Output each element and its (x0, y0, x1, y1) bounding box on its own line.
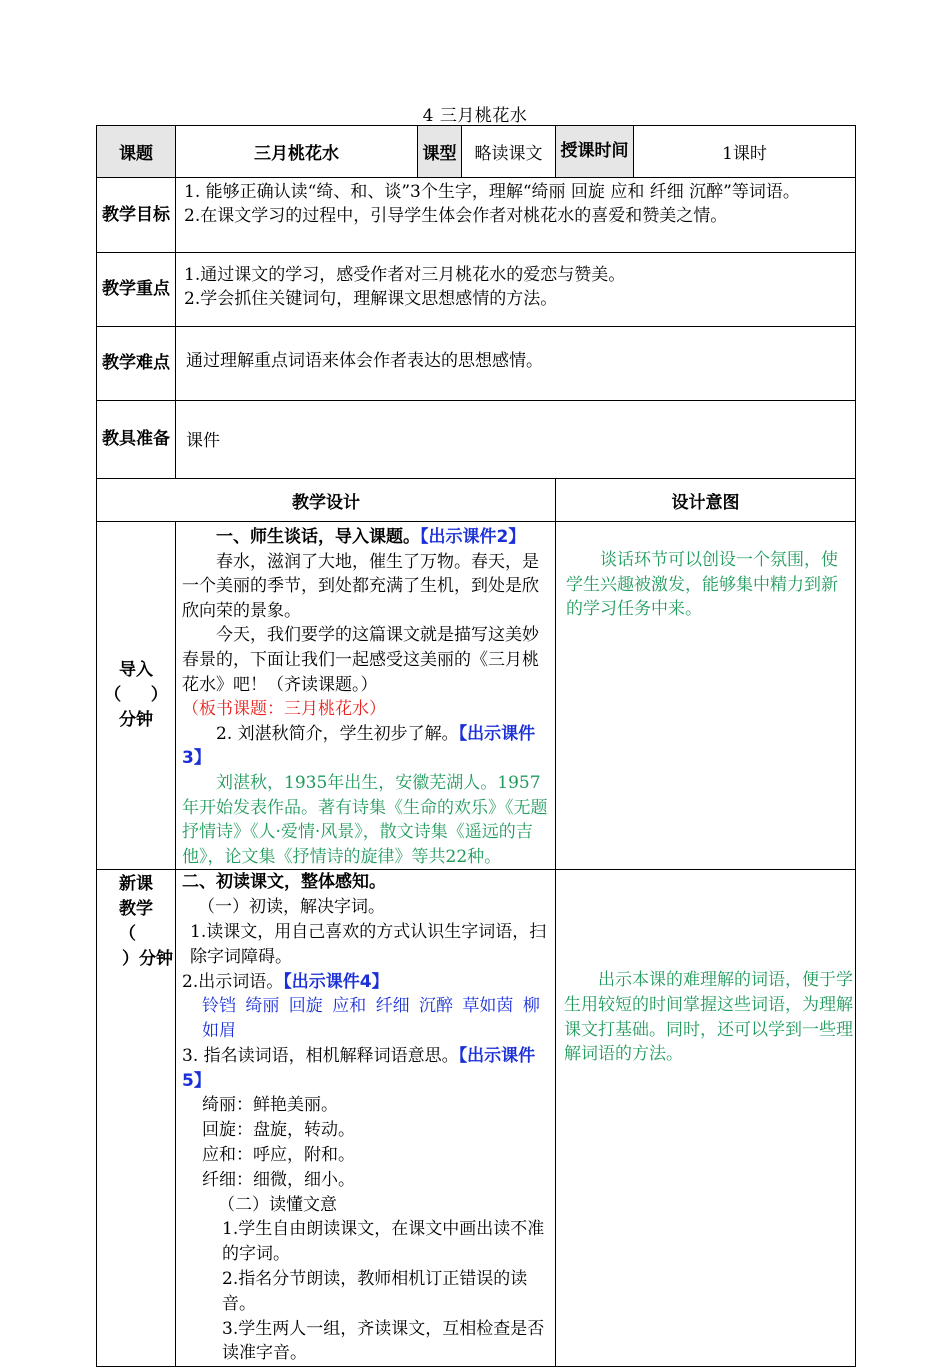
reading-step: 2.指名分节朗读，教师相机订正错误的读音。 (222, 1269, 528, 1314)
intro-row (97, 522, 856, 870)
intent-header: 设计意图 (556, 479, 856, 522)
word-definition: 回旋：盘旋，转动。 (202, 1120, 355, 1141)
new-lesson-heading: 二、初读课文，整体感知。 (182, 872, 386, 893)
reading-step: 3.学生两人一组，齐读课文，互相检查是否读准字音。 (222, 1318, 545, 1364)
board-note: （板书课题：三月桃花水） (182, 699, 386, 720)
new-lesson-design (176, 870, 556, 1367)
goal-line: 2.在课文学习的过程中，引导学生体会作者对桃花水的喜爱和赞美之情。 (184, 206, 728, 226)
word-definition: 纤细：细微，细小。 (202, 1169, 355, 1190)
lesson-plan-table (96, 125, 856, 1367)
intro-design (176, 522, 556, 870)
header-row (97, 126, 856, 178)
materials-text: 课件 (176, 401, 856, 479)
design-header-row (97, 479, 856, 522)
design-header: 教学设计 (97, 479, 556, 522)
courseware-tag: 【出示课件4】 (283, 971, 389, 992)
key-point-line: 2.学会抓住关键词句，理解课文思想感情的方法。 (184, 289, 558, 309)
new-lesson-sub2: （二）读懂文意 (218, 1194, 337, 1215)
topic-value: 三月桃花水 (176, 126, 418, 178)
key-points-content (176, 253, 856, 327)
intro-label-top: 导入 (119, 660, 153, 681)
new-lesson-item: 1.读课文，用自己喜欢的方式认识生字词语，扫除字词障碍。 (190, 921, 547, 967)
new-lesson-paren-close: ）分钟 (122, 949, 173, 970)
intro-heading: 一、师生谈话，导入课题。 (216, 527, 420, 547)
word-definition: 绮丽：鲜艳美丽。 (202, 1095, 338, 1116)
courseware-tag: 【出示课件5】 (182, 1045, 536, 1091)
document-title: 4 三月桃花水 (422, 106, 528, 126)
intro-para: 春水，滋润了大地，催生了万物。春天，是一个美丽的季节，到处都充满了生机，到处是欣欣向荣的景象。 (182, 551, 539, 621)
new-lesson-intent (556, 870, 856, 1367)
intro-label-bottom: 分钟 (119, 710, 153, 731)
goals-content (176, 178, 856, 253)
new-lesson-paren-open: （ (119, 924, 136, 945)
new-lesson-label (97, 870, 176, 1367)
key-point-line: 1.通过课文的学习，感受作者对三月桃花水的爱恋与赞美。 (184, 265, 626, 285)
difficulties-text: 通过理解重点词语来体会作者表达的思想感情。 (176, 327, 856, 401)
type-value: 略读课文 (462, 126, 556, 178)
key-points-label: 教学重点 (97, 253, 176, 327)
intro-label-paren: （ ） (104, 685, 168, 706)
new-lesson-label-top: 新课教学 (119, 874, 153, 920)
difficulties-label: 教学难点 (97, 327, 176, 401)
topic-label: 课题 (97, 126, 176, 178)
courseware-tag: 【出示课件3】 (182, 723, 536, 769)
new-lesson-item: 2.出示词语。 (182, 971, 284, 992)
goal-line: 1. 能够正确认读“绮、和、谈”3个生字，理解“绮丽 回旋 应和 纤细 沉醉”等词语。 (184, 182, 800, 202)
reading-step: 1.学生自由朗读课文，在课文中画出读不准的字词。 (222, 1219, 545, 1265)
type-label: 课型 (418, 126, 462, 178)
intro-step2: 2. 刘湛秋简介，学生初步了解。 (216, 723, 459, 744)
intro-label (97, 522, 176, 870)
materials-row (97, 401, 856, 479)
hours-label: 授课时间 (556, 126, 634, 178)
hours-value: 1课时 (634, 126, 856, 178)
goals-row (97, 178, 856, 253)
vocabulary-words: 铃铛 绮丽 回旋 应和 纤细 沉醉 草如茵 柳如眉 (202, 996, 540, 1042)
new-lesson-row (97, 870, 856, 1367)
intro-intent-text: 谈话环节可以创设一个氛围，使学生兴趣被激发，能够集中精力到新的学习任务中来。 (566, 550, 838, 620)
new-lesson-item: 3. 指名读词语，相机解释词语意思。 (182, 1045, 459, 1066)
goals-label: 教学目标 (97, 178, 176, 253)
word-definition: 应和：呼应，附和。 (202, 1145, 355, 1166)
intro-intent (556, 522, 856, 870)
difficulties-row (97, 327, 856, 401)
intro-para: 今天，我们要学的这篇课文就是描写这美妙春景的，下面让我们一起感受这美丽的《三月桃花水》吧！（齐读课题。） (182, 625, 539, 695)
key-points-row (97, 253, 856, 327)
courseware-tag: 【出示课件2】 (420, 527, 526, 547)
materials-label: 教具准备 (97, 401, 176, 479)
new-lesson-intent-text: 出示本课的难理解的词语，便于学生用较短的时间掌握这些词语，为理解课文打基础。同时，还可以学到一些理解词语的方法。 (564, 970, 853, 1065)
author-bio: 刘湛秋，1935年出生，安徽芜湖人。1957年开始发表作品。著有诗集《生命的欢乐》《无题抒情诗》《人·爱情·风景》，散文诗集《遥远的吉他》，论文集《抒情诗的旋律》等共22种。 (182, 772, 548, 867)
new-lesson-sub1: （一）初读，解决字词。 (198, 897, 385, 918)
